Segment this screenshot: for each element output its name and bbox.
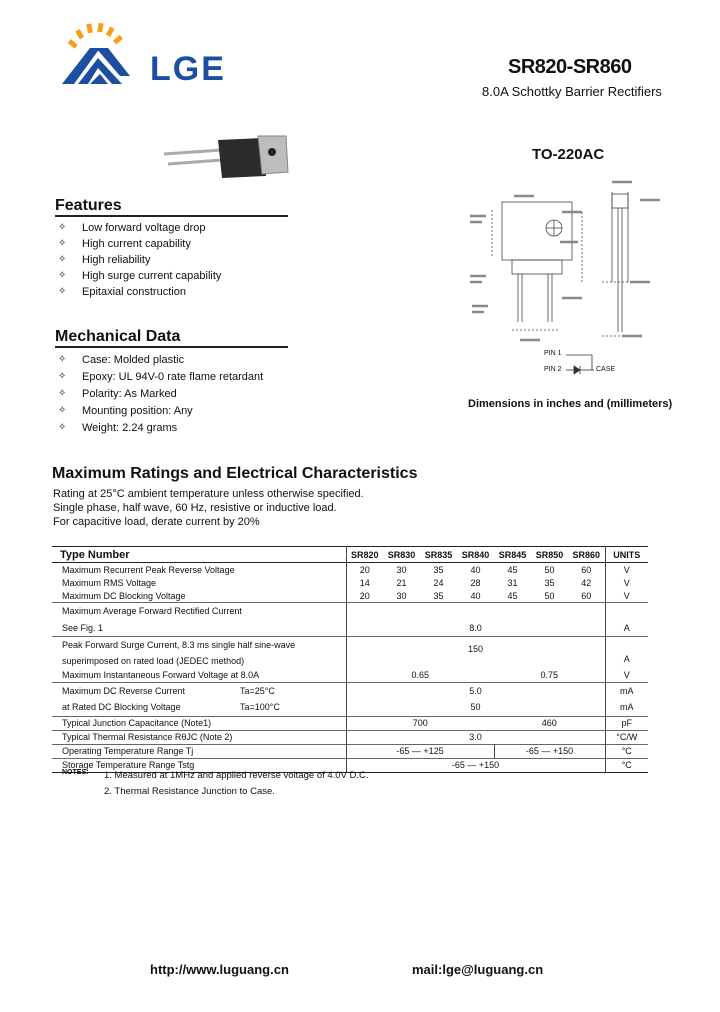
rating-condition-3: For capacitive load, derate current by 20% — [53, 516, 260, 528]
model-header: SR830 — [387, 549, 416, 560]
logo-mark-icon — [60, 18, 150, 98]
model-header: SR840 — [461, 549, 490, 560]
pin-diagram — [540, 350, 650, 380]
list-item: ✧ Mounting position: Any — [58, 405, 193, 417]
list-item: ✧ High reliability — [58, 254, 151, 266]
list-item: ✧ High surge current capability — [58, 270, 222, 282]
case-label: CASE — [596, 366, 616, 373]
notes-label: NOTES: — [62, 769, 89, 776]
mechanical-list — [58, 352, 263, 437]
model-header: SR835 — [424, 549, 453, 560]
mechanical-divider — [55, 346, 288, 348]
table-row: at Rated DC Blocking Voltage Ta=100°C 50 mA — [52, 699, 648, 716]
component-image — [162, 128, 292, 184]
type-number-header: Type Number — [60, 548, 130, 561]
table-row: Maximum Instantaneous Forward Voltage at 8.0A 0.65 0.75 V — [52, 669, 648, 683]
list-item: ✧ Epitaxial construction — [58, 286, 186, 298]
model-header: SR860 — [572, 549, 601, 560]
features-list — [58, 220, 221, 300]
list-item: ✧ Polarity: As Marked — [58, 388, 177, 400]
list-item: ✧ High current capability — [58, 238, 191, 250]
model-header: SR850 — [535, 549, 564, 560]
part-number-title: SR820-SR860 — [508, 56, 632, 78]
table-row: Typical Junction Capacitance (Note1) 700 460 pF — [52, 716, 648, 730]
list-item: ✧ Epoxy: UL 94V-0 rate flame retardant — [58, 371, 264, 383]
model-header: SR820 — [346, 547, 383, 563]
note-1: 1. Measured at 1MHz and applied reverse voltage of 4.0V D.C. — [104, 770, 369, 781]
pin1-label: PIN 1 — [544, 350, 562, 357]
pin2-label: PIN 2 — [544, 366, 562, 373]
table-row: Maximum Recurrent Peak Reverse Voltage 20 30 35 40 45 50 60 V — [52, 563, 648, 577]
table-row: Typical Thermal Resistance RθJC (Note 2) 3.0 °C/W — [52, 730, 648, 744]
mechanical-heading: Mechanical Data — [55, 328, 181, 345]
ratings-heading: Maximum Ratings and Electrical Characteristics — [52, 465, 418, 482]
ratings-table — [52, 546, 648, 773]
table-row: Peak Forward Surge Current, 8.3 ms single half sine-wave 150 — [52, 637, 648, 654]
note-2: 2. Thermal Resistance Junction to Case. — [104, 786, 275, 797]
list-item: ✧ Case: Molded plastic — [58, 354, 185, 366]
website-link[interactable]: http://www.luguang.cn — [150, 962, 289, 977]
model-header: SR845 — [498, 549, 527, 560]
rating-condition-1: Rating at 25°C ambient temperature unless otherwise specified. — [53, 488, 364, 500]
table-row: Maximum RMS Voltage 14 21 24 28 31 35 42 V — [52, 576, 648, 589]
table-row: Maximum DC Blocking Voltage 20 30 35 40 45 50 60 V — [52, 589, 648, 603]
table-row: Maximum Average Forward Rectified Current — [52, 603, 648, 620]
email-link[interactable]: mail:lge@luguang.cn — [412, 962, 544, 977]
part-description: 8.0A Schottky Barrier Rectifiers — [482, 84, 662, 99]
table-row: See Fig. 1 8.0 A — [52, 620, 648, 637]
list-item: ✧ Weight: 2.24 grams — [58, 422, 178, 434]
features-divider — [55, 215, 288, 217]
rating-condition-2: Single phase, half wave, 60 Hz, resistive or inductive load. — [53, 502, 337, 514]
units-header: UNITS — [605, 547, 648, 563]
logo-text: LGE — [150, 50, 226, 88]
dimensions-caption: Dimensions in inches and (millimeters) — [468, 398, 673, 410]
table-row: Storage Temperature Range Tstg -65 — +150 °C — [52, 758, 648, 772]
logo — [60, 18, 150, 98]
table-row: Operating Temperature Range Tj -65 — +125 -65 — +150 °C — [52, 744, 648, 758]
features-heading: Features — [55, 197, 122, 214]
package-label: TO-220AC — [532, 146, 605, 163]
table-row: Maximum DC Reverse Current Ta=25°C 5.0 mA — [52, 682, 648, 699]
table-row: superimposed on rated load (JEDEC method) A — [52, 654, 648, 669]
list-item: ✧ Low forward voltage drop — [58, 222, 206, 234]
